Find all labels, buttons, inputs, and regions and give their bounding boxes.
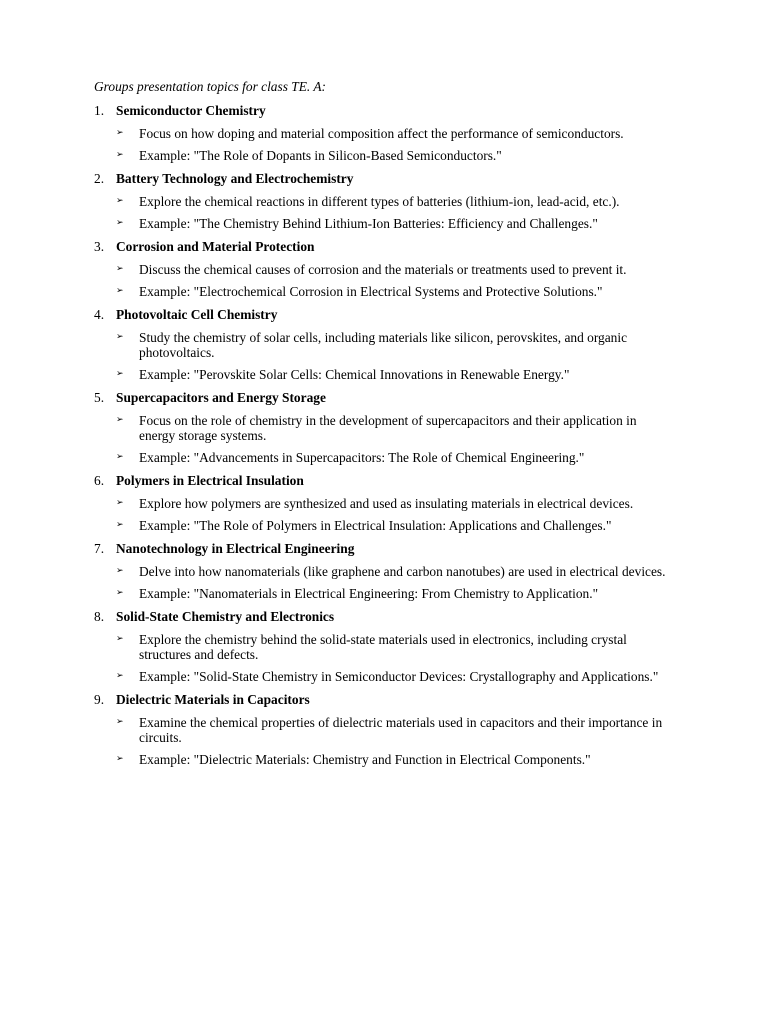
topic-title-text: Corrosion and Material Protection [116, 239, 315, 254]
topic-title [94, 691, 672, 708]
arrowhead-bullet-icon: ➢ [116, 415, 124, 425]
arrowhead-bullet-icon: ➢ [116, 754, 124, 764]
bullet-point [94, 632, 672, 662]
bullet-text: Example: "Electrochemical Corrosion in Electrical Systems and Protective Solutions." [139, 284, 603, 299]
topic-item [94, 608, 672, 684]
bullet-point [94, 284, 672, 299]
arrowhead-bullet-icon: ➢ [116, 150, 124, 160]
topic-title [94, 102, 672, 119]
bullet-text: Explore the chemistry behind the solid-state materials used in electronics, including crystal structures and defects. [139, 632, 627, 662]
topic-title [94, 306, 672, 323]
topic-title [94, 540, 672, 557]
bullet-text: Example: "Nanomaterials in Electrical Engineering: From Chemistry to Application." [139, 586, 599, 601]
bullet-point [94, 715, 672, 745]
bullet-text: Example: "The Role of Dopants in Silicon-Based Semiconductors." [139, 148, 502, 163]
topic-number: 2. [94, 171, 105, 186]
arrowhead-bullet-icon: ➢ [116, 128, 124, 138]
bullet-point [94, 367, 672, 382]
arrowhead-bullet-icon: ➢ [116, 520, 124, 530]
topic-number: 5. [94, 390, 105, 405]
arrowhead-bullet-icon: ➢ [116, 634, 124, 644]
arrowhead-bullet-icon: ➢ [116, 588, 124, 598]
topic-item [94, 306, 672, 382]
bullet-point [94, 669, 672, 684]
topic-title-text: Semiconductor Chemistry [116, 103, 266, 118]
bullet-text: Example: "The Chemistry Behind Lithium-Ion Batteries: Efficiency and Challenges." [139, 216, 598, 231]
bullet-text: Example: "Dielectric Materials: Chemistry and Function in Electrical Components." [139, 752, 591, 767]
topic-title [94, 238, 672, 255]
bullet-text: Delve into how nanomaterials (like graphene and carbon nanotubes) are used in electrical devices. [139, 564, 666, 579]
topic-item [94, 238, 672, 299]
topic-item [94, 691, 672, 767]
topic-title [94, 608, 672, 625]
topic-title-text: Supercapacitors and Energy Storage [116, 390, 326, 405]
bullet-point [94, 126, 672, 141]
topic-title-text: Polymers in Electrical Insulation [116, 473, 304, 488]
bullet-text: Study the chemistry of solar cells, including materials like silicon, perovskites, and organic photovoltaics. [139, 330, 628, 360]
topic-item [94, 170, 672, 231]
bullet-point [94, 752, 672, 767]
bullet-text: Focus on how doping and material composition affect the performance of semiconductors. [139, 126, 624, 141]
topic-number: 3. [94, 239, 105, 254]
bullet-text: Focus on the role of chemistry in the development of supercapacitors and their application in energy storage systems. [139, 413, 637, 443]
bullet-point [94, 413, 672, 443]
topic-title-text: Solid-State Chemistry and Electronics [116, 609, 335, 624]
topic-number: 7. [94, 541, 105, 556]
bullet-text: Example: "The Role of Polymers in Electrical Insulation: Applications and Challenges." [139, 518, 612, 533]
bullet-point [94, 564, 672, 579]
topic-number: 9. [94, 692, 105, 707]
arrowhead-bullet-icon: ➢ [116, 369, 124, 379]
topic-title-text: Photovoltaic Cell Chemistry [116, 307, 278, 322]
bullet-text: Explore the chemical reactions in different types of batteries (lithium-ion, lead-acid, etc.). [139, 194, 620, 209]
bullet-point [94, 450, 672, 465]
topic-number: 1. [94, 103, 105, 118]
arrowhead-bullet-icon: ➢ [116, 286, 124, 296]
topic-item [94, 389, 672, 465]
bullet-point [94, 496, 672, 511]
arrowhead-bullet-icon: ➢ [116, 264, 124, 274]
topic-title [94, 170, 672, 187]
topic-item [94, 102, 672, 163]
arrowhead-bullet-icon: ➢ [116, 671, 124, 681]
topic-title-text: Dielectric Materials in Capacitors [116, 692, 310, 707]
topic-number: 6. [94, 473, 105, 488]
bullet-point [94, 586, 672, 601]
bullet-text: Discuss the chemical causes of corrosion and the materials or treatments used to prevent it. [139, 262, 627, 277]
arrowhead-bullet-icon: ➢ [116, 498, 124, 508]
bullet-point [94, 216, 672, 231]
bullet-text: Explore how polymers are synthesized and used as insulating materials in electrical devices. [139, 496, 634, 511]
bullet-point [94, 330, 672, 360]
arrowhead-bullet-icon: ➢ [116, 196, 124, 206]
bullet-text: Example: "Advancements in Supercapacitors: The Role of Chemical Engineering." [139, 450, 585, 465]
arrowhead-bullet-icon: ➢ [116, 717, 124, 727]
bullet-point [94, 194, 672, 209]
bullet-point [94, 518, 672, 533]
document-heading: Groups presentation topics for class TE. A: [94, 79, 326, 94]
arrowhead-bullet-icon: ➢ [116, 218, 124, 228]
topic-title-text: Battery Technology and Electrochemistry [116, 171, 354, 186]
bullet-text: Example: "Solid-State Chemistry in Semiconductor Devices: Crystallography and Applications." [139, 669, 659, 684]
topic-title-text: Nanotechnology in Electrical Engineering [116, 541, 355, 556]
bullet-text: Example: "Perovskite Solar Cells: Chemical Innovations in Renewable Energy." [139, 367, 570, 382]
bullet-point [94, 148, 672, 163]
bullet-point [94, 262, 672, 277]
arrowhead-bullet-icon: ➢ [116, 332, 124, 342]
topic-number: 8. [94, 609, 105, 624]
arrowhead-bullet-icon: ➢ [116, 566, 124, 576]
topic-title [94, 472, 672, 489]
arrowhead-bullet-icon: ➢ [116, 452, 124, 462]
topic-number: 4. [94, 307, 105, 322]
topic-list [94, 102, 672, 767]
topic-item [94, 540, 672, 601]
topic-item [94, 472, 672, 533]
bullet-text: Examine the chemical properties of dielectric materials used in capacitors and their importance in circuits. [139, 715, 663, 745]
topic-title [94, 389, 672, 406]
